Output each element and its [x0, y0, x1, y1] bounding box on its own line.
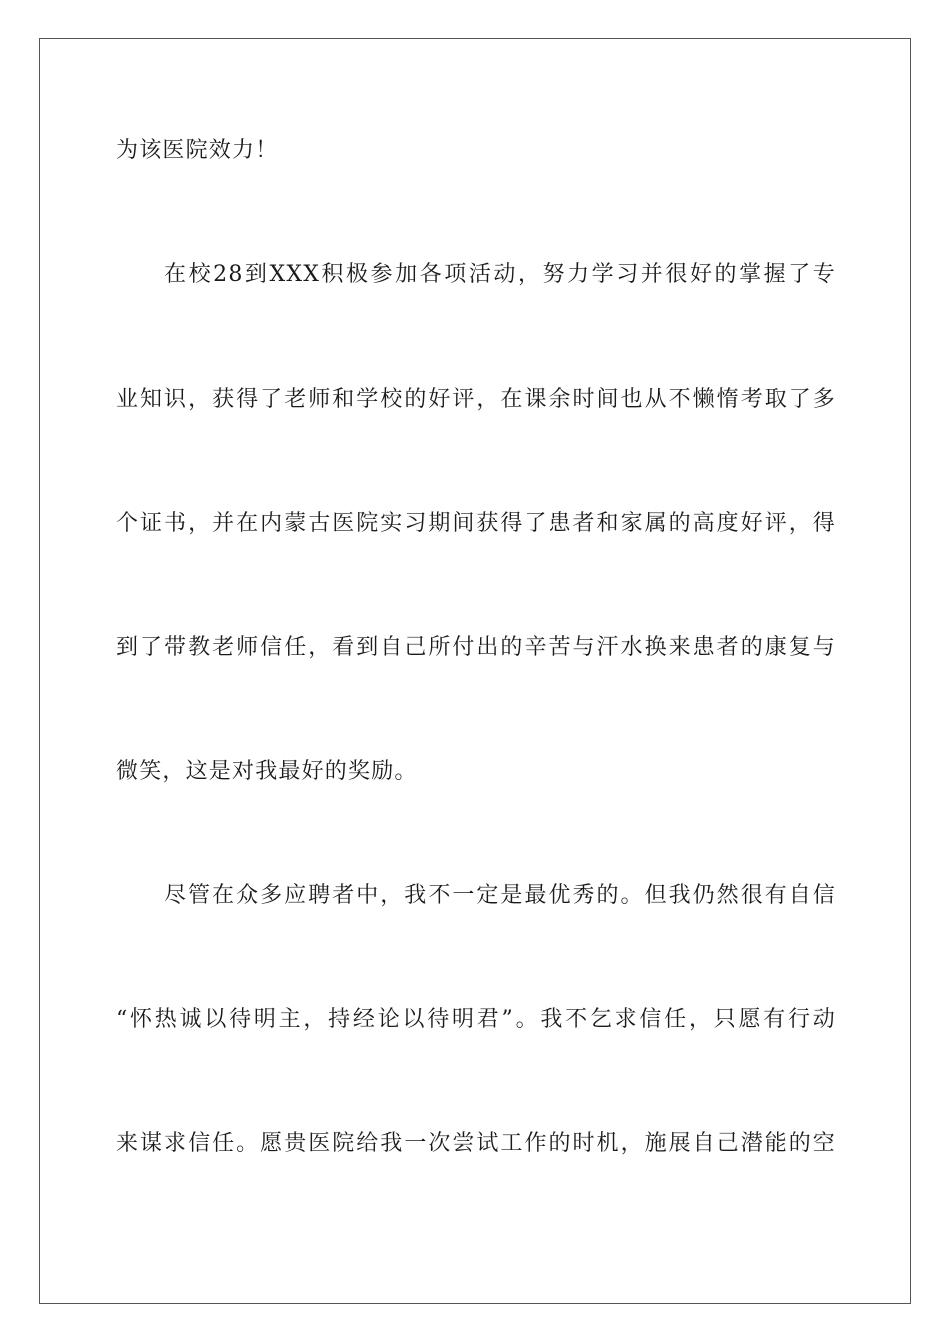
- text-line-2: 在校28到XXX积极参加各项活动，努力学习并很好的掌握了专: [164, 262, 836, 287]
- text-line-6: 微笑，这是对我最好的奖励。: [116, 759, 418, 784]
- text-line-5: 到了带教老师信任，看到自己所付出的辛苦与汗水换来患者的康复与: [116, 635, 836, 660]
- text-line-1: 为该医院效力！: [116, 138, 279, 163]
- text-line-4: 个证书，并在内蒙古医院实习期间获得了患者和家属的高度好评，得: [116, 511, 836, 536]
- page-border: [39, 38, 911, 1304]
- text-line-9: 来谋求信任。愿贵医院给我一次尝试工作的时机，施展自己潜能的空: [116, 1131, 836, 1156]
- text-line-3: 业知识，获得了老师和学校的好评，在课余时间也从不懒惰考取了多: [116, 387, 836, 412]
- text-line-8: “怀热诚以待明主，持经论以待明君”。我不乞求信任，只愿有行动: [116, 1007, 836, 1032]
- text-line-7: 尽管在众多应聘者中，我不一定是最优秀的。但我仍然很有自信: [164, 883, 836, 908]
